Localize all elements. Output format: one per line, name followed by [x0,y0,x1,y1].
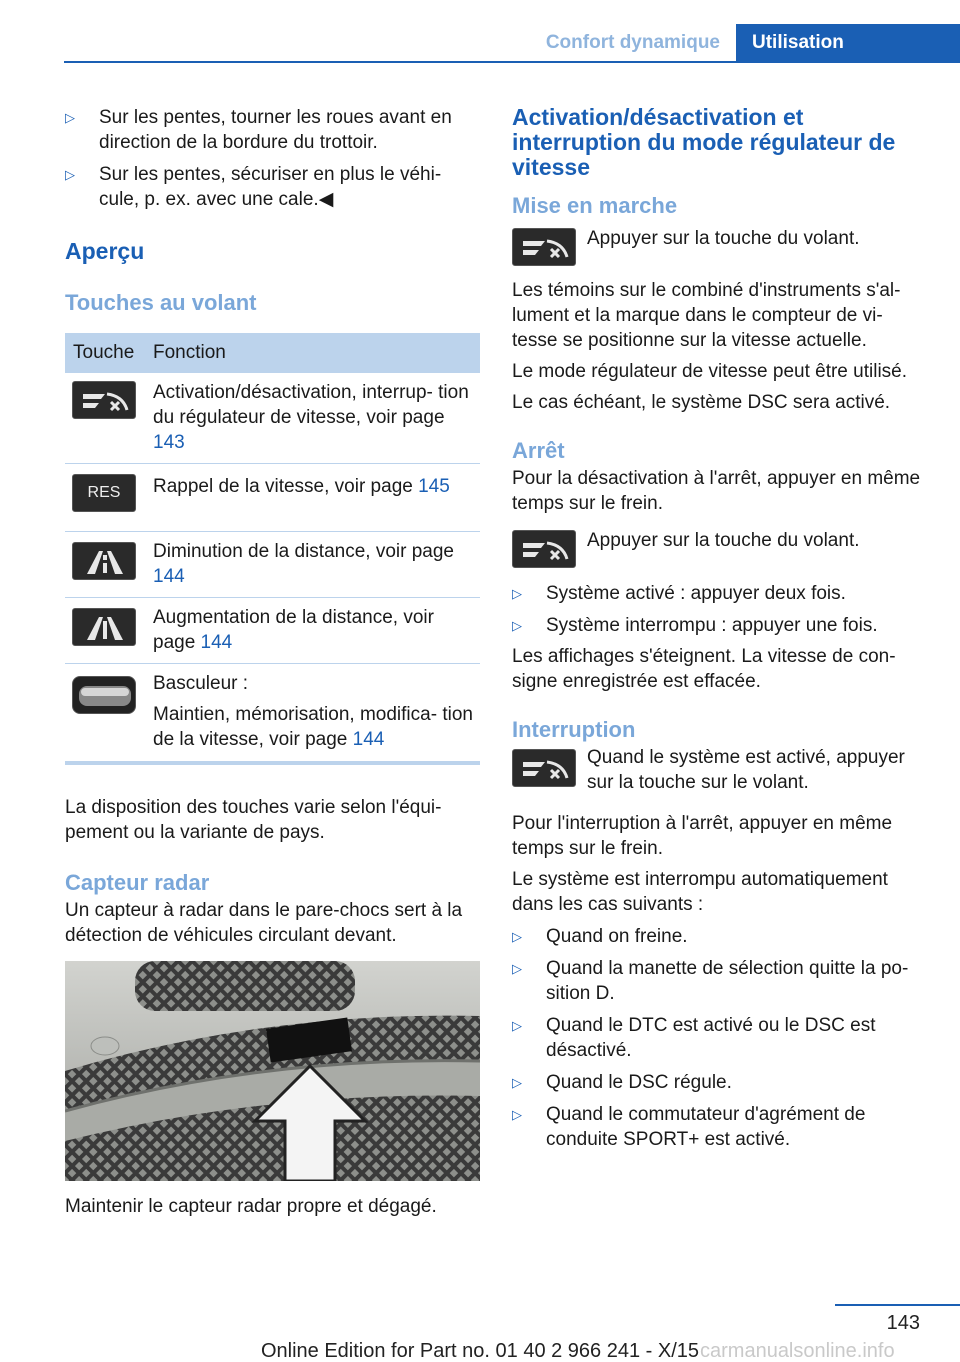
edition-line: Online Edition for Part no. 01 40 2 966 241 - X/15 [260,1340,700,1362]
page-link[interactable]: 144 [200,632,233,653]
heading-interruption: Interruption [512,717,636,742]
buttons-table [65,333,480,758]
radar-sensor-photo [65,961,480,1181]
bullet-triangle-icon: ▷ [512,961,522,976]
table-row: Activation/désactivation, interrup- tion du régulateur de vitesse, voir page 143 [65,373,480,464]
on-paragraph: Le cas échéant, le système DSC sera activé. [512,392,891,413]
list-item: ▷ Sur les pentes, tourner les roues avant en direction de la bordure du trottoir. [65,107,452,153]
list-item: ▷ Quand on freine. [512,926,688,947]
layout-note: La disposition des touches varie selon l'équi- pement ou la variante de pays. [65,797,442,843]
page-link[interactable]: 144 [352,729,385,750]
photo-caption: Maintenir le capteur radar propre et dégagé. [65,1196,437,1217]
rocker-switch-icon [72,676,136,714]
int-paragraph: Le système est interrompu automatiquement dans les cas suivants : [512,869,888,915]
heading-steering-buttons: Touches au volant [65,290,257,315]
list-item: ▷ Quand le DTC est activé ou le DSC est désactivé. [512,1015,876,1061]
heading-overview: Aperçu [65,238,145,264]
page-link[interactable]: 144 [153,566,185,587]
right-column: Activation/désactivation et interruption du mode régulateur de vitesse Mise en marche Appuyer sur la touche du volant. Les témoins sur le combiné d'instruments s'al- lument et la marque dans le compteur de vi- tesse se positionne sur la vitesse actuelle. Le mode régulateur de vitesse peut être utilisé. Le cas échéant, le système DSC sera activé. Arrêt Pour la désactivation à l'arrêt, appuyer en même temps sur le frein. Appuyer sur la touche du volant. ▷ Système activé : appuyer deux fois. ▷ Système interrompu : appuyer une fois. Les affichages s'éteignent. La vitesse de con- signe enregistrée est effacée. Interruption Quand le système est activé, appuyer sur la touche sur le volant. Pour l'interruption à l'arrêt, appuyer en même temps sur le frein. Le système est interrompu automatiquement dans les cas suivants : ▷ Quand on freine. ▷ Quand la manette de sélection quitte la po- sition D. ▷ Quand le DTC est activé ou le DSC est désactivé. ▷ Quand le DSC régule. ▷ Quand le commutateur d'agrément de conduite SPORT+ est activé. [512,100,932,1152]
cruise-control-key-icon [72,381,136,419]
off-paragraph: Pour la désactivation à l'arrêt, appuyer en même temps sur le frein. [512,468,921,514]
bullet-triangle-icon: ▷ [65,167,75,182]
cruise-control-key-icon [512,228,576,266]
watermark: carmanualsonline.info [700,1340,895,1362]
table-row: RES Rappel de la vitesse, voir page 145 [65,464,480,532]
bullet-triangle-icon: ▷ [512,618,522,633]
col-header-function: Fonction [145,333,480,373]
int-paragraph: Pour l'interruption à l'arrêt, appuyer en même temps sur le frein. [512,813,893,859]
heading-radar: Capteur radar [65,870,210,895]
page-number: 143 [886,1312,920,1334]
radar-text: Un capteur à radar dans le pare-chocs sert à la détection de véhicules circulant devant. [65,900,463,946]
section-title: Confort dynamique [545,32,720,53]
on-paragraph: Le mode régulateur de vitesse peut être utilisé. [512,361,908,382]
on-paragraph: Les témoins sur le combiné d'instruments s'al- lument et la marque dans le compteur de vi- tesse se positionne sur la vitesse actuelle. [512,280,901,351]
list-item: ▷ Quand le DSC régule. [512,1072,732,1093]
table-row: Augmentation de la distance, voir page 144 [65,598,480,664]
res-key-icon: RES [72,474,136,512]
page-header [0,0,960,62]
list-item: ▷ Quand la manette de sélection quitte la po- sition D. [512,958,909,1004]
page-link[interactable]: 145 [418,476,450,497]
list-item: ▷ Sur les pentes, sécuriser en plus le véhi- cule, p. ex. avec une cale.◀ [65,164,442,210]
bullet-triangle-icon: ▷ [512,1018,522,1033]
heading-off: Arrêt [512,438,565,463]
page-number-rule [835,1304,960,1306]
heading-switch-on: Mise en marche [512,193,678,218]
list-item: ▷ Système interrompu : appuyer une fois. [512,615,878,636]
table-end-rule [65,761,480,765]
bullet-triangle-icon: ▷ [512,1107,522,1122]
page-link[interactable]: 143 [153,432,185,453]
heading-activation: Activation/désactivation et interruption du mode régulateur de vitesse [512,104,896,180]
left-column [65,100,480,1219]
table-row: Basculeur : Maintien, mémorisation, modifica- tion de la vitesse, voir page 144 [65,664,480,759]
bullet-triangle-icon: ▷ [65,110,75,125]
table-row: Diminution de la distance, voir page 144 [65,532,480,598]
header-rule [64,61,960,63]
chapter-tab: Utilisation [736,24,960,62]
distance-key-icon [72,608,136,646]
bullet-triangle-icon: ▷ [512,1075,522,1090]
list-item: ▷ Système activé : appuyer deux fois. [512,583,846,604]
col-header-key: Touche [65,333,145,373]
distance-key-icon [72,542,136,580]
table-header [65,333,480,373]
off-paragraph: Les affichages s'éteignent. La vitesse de con- signe enregistrée est effacée. [512,646,896,692]
list-item: ▷ Quand le commutateur d'agrément de conduite SPORT+ est activé. [512,1104,866,1150]
cruise-control-key-icon [512,749,576,787]
bullet-triangle-icon: ▷ [512,586,522,601]
bullet-triangle-icon: ▷ [512,929,522,944]
cruise-control-key-icon [512,530,576,568]
